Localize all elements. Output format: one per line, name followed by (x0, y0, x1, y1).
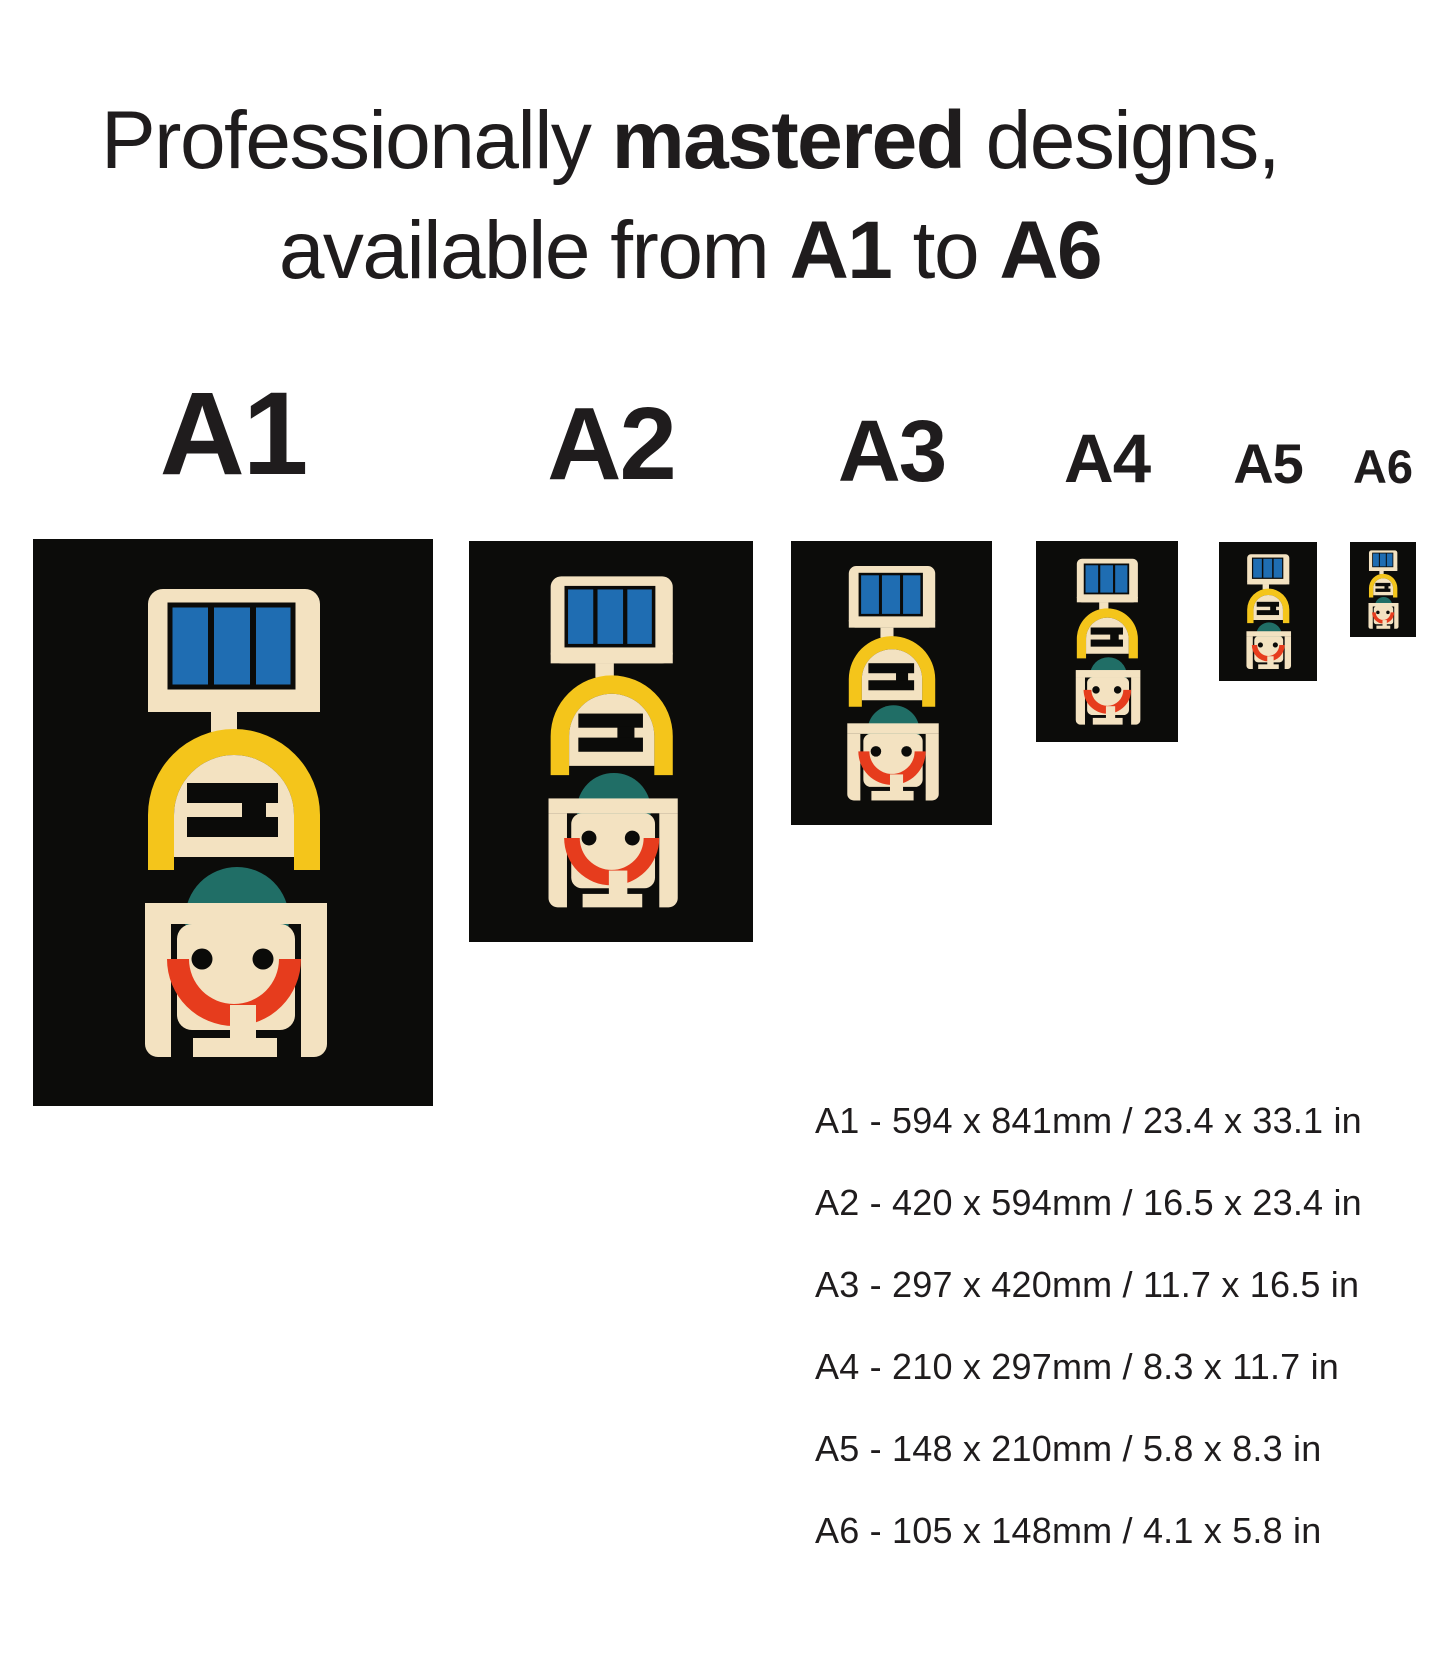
neck-stem-shape (230, 1005, 256, 1041)
neck-stem-shape (1383, 620, 1387, 626)
eye-left-shape (1376, 611, 1379, 615)
eye-left-shape (582, 831, 597, 846)
poster-a6-artwork (1350, 542, 1416, 637)
dimension-line-a2: A2 - 420 x 594mm / 16.5 x 23.4 in (815, 1182, 1362, 1223)
h-glyph-crossbar (1270, 606, 1276, 610)
poster-a1-artwork (33, 539, 433, 1106)
neck-base-shape (193, 1038, 277, 1057)
window-divider-right (250, 605, 256, 687)
h-glyph-crossbar (1110, 634, 1119, 640)
window-divider-left (593, 588, 597, 646)
poster-a2 (469, 386, 753, 942)
window-divider-right (1272, 558, 1273, 578)
bauhaus-face-artwork (469, 541, 753, 942)
poster-a4-artwork (1036, 541, 1178, 742)
headline-text: available from (278, 205, 790, 296)
h-glyph-bottom-bar (1375, 589, 1390, 592)
window-glass-shape (860, 574, 922, 615)
headline-line-2 (0, 196, 1380, 306)
stem-shape (1263, 584, 1269, 589)
poster-a3 (791, 403, 992, 825)
bauhaus-face-artwork (33, 539, 433, 1106)
dimension-line-a4: A4 - 210 x 297mm / 8.3 x 11.7 in (815, 1346, 1340, 1387)
bauhaus-face-artwork (791, 541, 992, 825)
h-glyph-bottom-bar (868, 680, 914, 690)
h-glyph-bottom-bar (1091, 640, 1123, 647)
hat-brim-shape (847, 723, 938, 734)
hat-brim-shape (1076, 670, 1141, 677)
neck-base-shape (871, 791, 913, 801)
stem-shape (880, 628, 893, 638)
stem-shape (1379, 571, 1383, 574)
poster-a4 (1036, 420, 1178, 742)
eye-right-shape (901, 746, 912, 757)
eye-right-shape (253, 949, 274, 970)
h-glyph-crossbar (242, 801, 266, 819)
window-frame-base (1369, 568, 1397, 571)
eye-right-shape (1114, 686, 1121, 693)
poster-a4-label: A4 (1063, 420, 1151, 497)
eye-left-shape (192, 949, 213, 970)
h-glyph-crossbar (1384, 586, 1388, 589)
window-divider-left (1098, 564, 1100, 593)
poster-a6 (1350, 440, 1416, 637)
dimension-line-a3: A3 - 297 x 420mm / 11.7 x 16.5 in (815, 1264, 1360, 1305)
window-frame-base (849, 620, 935, 628)
poster-a1 (33, 368, 433, 1106)
poster-a2-label: A2 (547, 386, 675, 501)
bauhaus-face-artwork (1219, 542, 1317, 681)
sideburn-left-shape (1076, 677, 1085, 724)
h-glyph-top-bar (1257, 602, 1279, 607)
neck-stem-shape (1106, 706, 1115, 719)
neck-base-shape (1376, 626, 1390, 629)
h-glyph-crossbar (617, 726, 634, 739)
h-glyph-crossbar (896, 672, 908, 681)
h-glyph-top-bar (868, 663, 914, 673)
sideburn-right-shape (659, 813, 677, 907)
sideburn-right-shape (1131, 677, 1140, 724)
window-divider-left (208, 605, 214, 687)
h-glyph-top-bar (1091, 627, 1123, 634)
window-glass-shape (566, 588, 653, 646)
window-divider-right (1113, 564, 1115, 593)
window-frame-base (1077, 597, 1138, 602)
poster-a6-label: A6 (1352, 440, 1414, 493)
neck-stem-shape (1267, 656, 1273, 665)
hat-brim-shape (145, 903, 327, 924)
neck-stem-shape (890, 774, 903, 792)
window-glass-shape (1085, 564, 1129, 593)
window-divider-left (1379, 553, 1380, 567)
sideburn-right-shape (1394, 607, 1398, 629)
window-divider-left (1262, 558, 1263, 578)
eye-left-shape (1258, 642, 1263, 647)
neck-base-shape (583, 894, 643, 907)
poster-a5-artwork (1219, 542, 1317, 681)
sideburn-right-shape (301, 924, 327, 1057)
sideburn-right-shape (926, 734, 939, 801)
hat-brim-shape (1368, 603, 1398, 607)
poster-a5 (1219, 432, 1317, 681)
sideburn-left-shape (1368, 607, 1372, 629)
stem-shape (1099, 602, 1108, 609)
window-glass-shape (1253, 558, 1283, 578)
sideburn-left-shape (145, 924, 171, 1057)
sideburn-right-shape (1285, 636, 1291, 669)
headline-text: to (891, 205, 1000, 296)
window-frame-base (1247, 581, 1289, 585)
window-frame-base (551, 653, 673, 664)
eye-right-shape (1386, 611, 1389, 615)
poster-a2-artwork (469, 541, 753, 942)
dimension-line-a5: A5 - 148 x 210mm / 5.8 x 8.3 in (815, 1428, 1322, 1469)
window-divider-right (900, 574, 903, 615)
headline-text: Professionally (100, 95, 612, 186)
headline (0, 86, 1380, 306)
hat-brim-shape (1246, 631, 1291, 636)
window-divider-left (879, 574, 882, 615)
headline-bold-a1: A1 (789, 205, 892, 296)
neck-base-shape (1093, 718, 1123, 725)
bauhaus-face-artwork (1036, 541, 1178, 742)
hat-brim-shape (549, 798, 678, 813)
poster-a3-artwork (791, 541, 992, 825)
headline-bold-mastered: mastered (611, 95, 965, 186)
h-glyph-bottom-bar (1257, 610, 1279, 615)
headline-text: designs, (964, 95, 1280, 186)
window-frame-base (148, 697, 320, 712)
sideburn-left-shape (847, 734, 860, 801)
neck-stem-shape (609, 871, 627, 896)
h-glyph-top-bar (1375, 583, 1390, 586)
h-glyph-top-bar (578, 714, 643, 728)
stem-shape (211, 712, 237, 732)
h-glyph-top-bar (187, 783, 278, 803)
poster-a3-label: A3 (837, 403, 946, 500)
headline-line-1 (0, 86, 1380, 196)
sideburn-left-shape (549, 813, 567, 907)
window-divider-right (1386, 553, 1387, 567)
h-glyph-bottom-bar (187, 817, 278, 837)
poster-a1-label: A1 (159, 368, 307, 500)
h-glyph-bottom-bar (578, 738, 643, 752)
bauhaus-face-artwork (1350, 542, 1416, 637)
eye-right-shape (625, 831, 640, 846)
window-divider-right (623, 588, 627, 646)
window-glass-shape (170, 605, 293, 687)
poster-a5-label: A5 (1233, 432, 1303, 495)
eye-left-shape (1092, 686, 1099, 693)
dimension-line-a6: A6 - 105 x 148mm / 4.1 x 5.8 in (815, 1510, 1322, 1551)
dimensions-list (815, 1080, 1362, 1572)
eye-left-shape (871, 746, 882, 757)
headline-bold-a6: A6 (999, 205, 1102, 296)
eye-right-shape (1273, 642, 1278, 647)
sideburn-left-shape (1246, 636, 1252, 669)
neck-base-shape (1258, 664, 1279, 669)
stem-shape (595, 663, 613, 677)
dimension-line-a1: A1 - 594 x 841mm / 23.4 x 33.1 in (815, 1100, 1362, 1141)
window-glass-shape (1373, 553, 1393, 567)
